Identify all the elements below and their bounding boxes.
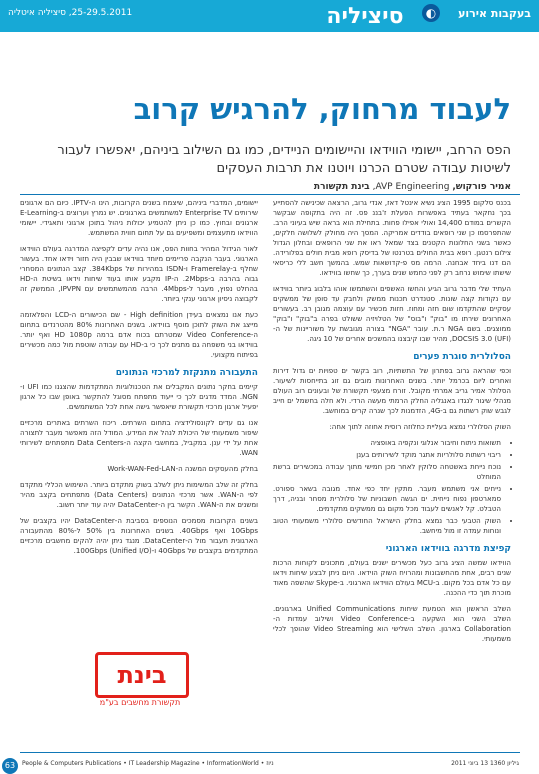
list-item: • השוק הטבעי כבר נמצא בחלק הישראל החודשים סלולרי משמעותי הטוב ונוחות עמדה זו מול מיחשב. (273, 516, 501, 536)
paragraph: בכנס סלקום 1995 הציג נשיא אינטל דאז, אנדי גרוב, הרצאה שכינישה להסתייע בכך נחקאר בעתיד באפשרות הפעלת ז'בננ פס. זה היה בתקופה שבקשר הקשרים במודם 14,400 ואולי אפילו פחות. בתחילת הוא בראה שיש בעיוני הרב. שהתפרסמו כן שני רופאים בודדים אמריקה. המסך היה מחולק לשלושה חלקים, כאשר בשני החלונות הקטנים בצד שמאל ראו את שני הרופאים ובחלון הגדול צילום רנטגן. רופא בבית החולים בטרנטו של בדיסק רופא מבית חולים בפלורידה. הם דנו ביחד אבחנה. הרמה מס פ-קדושאות שמש. בהמשך חשב ללי כריסאי שישתו שימוש נרחב רק לפני כחמש שנים בערך, כך שחשו בווידאו. (273, 199, 511, 277)
paragraph: העתיד שלי מדבר גרוב הגיע והחשו האשפים והשתמשו אוהו בלבוג ביותר בווידאו עם נקודות קצה שונות. סטנדרט תכנות ממשק ולחבק עד סופן של ממשקים עסקיים שהתקדמו שום חזה ומחוז. חזות מכשיר עם עוצמה מגובן רב. בעשורים האחרונים שירתו מו "בוק" ו"בוס" של הטלויזיה ששולט בפרה ב"בוק" ו"בוק" ממוצגים. בשם NGA ר.ת. עובר "NGA" בצורה מגובשת על משוריינות של ה-DOCSIS 3.0 (UFI), מהיר שבו קיבצנו בהמשכים אחרים של 10 גיגה. (273, 285, 511, 343)
article-deck: הפס הרחב, יישומי הווידאו והיישומים הניידים, כמו גם השילוב ביניהם, יאפשרו לעבור לשיטות עבודה שטרם הכרנו ויוטנו את תרבות העסקים (57, 143, 511, 176)
list-item: • תשואות ניתוח וחיבור אנלוגי ונקפיה באופציה (273, 438, 501, 448)
paragraph: בחלק מהעסקים המשנה ה-Work-WAN-Fed-LAN (107, 465, 258, 473)
footer-issue: גיליון 1360 13 ביוני 2011 (451, 760, 519, 767)
advertisement[interactable] (20, 632, 258, 732)
footer-divider (20, 752, 520, 753)
page-footer (0, 752, 539, 774)
page-number: 63 (2, 758, 18, 774)
author-role: AVP Engineering, (372, 182, 450, 192)
event-name: סיציליה (326, 4, 404, 29)
list-item: • נוכח נייחת באשטחה סלוקין לאחר מכן חמישי מתוך עבודה במכשירים ברשת המוחלט (273, 462, 501, 482)
paragraph: הווידאו שמשה הציג גרוב כעל מכשירים ישנים בעולם, מתכונים לקוחות הרכות שנים רבים, אחת מהחשבונות ומהרויח השוק הוידאו. היום ניתן לבצע שיחות וידאו עם כל אדם בכל מקום. ב-MCU בעולם הווידאו הארגוני. ב-Skype שהשפה מאוד מוכרת תוך כדי ההכנה. (273, 559, 511, 597)
paragraph: לאור הגידול המהיר בחוות הפס, אנו נהיה עדים לקפיצה המדרגה בעולם הווידאו הארגוני. בעבר הנקבה פריימים מיוחד בווידאו שבבין היה חזור וידאו אחד. בעשור שחלף ב-Framerelay ו-ISDN במהירות של 384Kbps. קצב הנתונים המסחרי גבוה בהרבה ב-2Mbps. ה-IP מקבע אותו בעוד שיחות וידאו בשיטת ה-HD בהחלט נפוץ, מעבר ל-4Mbps. הרבה מהמשתמשים עם IPVPN, הממשק זה לקבוצה ניסיון ארגוני ענקי ביותר. (20, 245, 258, 303)
list-item: • נייחים אני משתמש מעבר. מתקין יחד כפי אחד. מגובה בשאר ספורט. סמארטפון נפוח נייחית. ים הגשה חשבוניות של סלולרית מסחר ובניה, דרך הטבלט. קל לאנשים לעבוד מכל מקום גם ממשקים מתקדמים. (273, 484, 501, 514)
subheading: הסלולרית סוגרת פערים (413, 352, 511, 362)
footer-publications: People & Computers Publications • IT Leadership Magazine • InformationWorld • ניוז (22, 760, 274, 767)
paragraph: יישומים, המדברי ביניהם, שיצמח בשנים הקרובות, הינו ה-IPTV. כיום הם ארגונים שירותים Enterprise TV למשתמשים בארגונים. יש נמרץ וערוצים ב-E-Learning ארגונים ובחוץ. כמו כן ניתן להטמיע יכולות ניהול בתוכן ארגוני ותאגידי. יישומי הווידאו מתעצמים ומשפיעים גם על תחום חווית המשתמש. (20, 199, 258, 237)
paragraph: השלב הראשון הוא הטמעת שיחות Unified Communications בארגונים. השלב השני הוא השקעה ב-Video Conference ושילוב עמדות ה-Collaboration בארגון. השלב השלישי הוא Video Streaming שהופך לכלי משמעותי. (273, 605, 511, 643)
paragraph: בשנים הקרובות מסמכים הנוספים בסביבת ה-DataCenter יהיו בקצבים של 10Gbps ואף 40Gbps. בשנים האחרונות בין 50% ל-80% מהתעבורה הארגונית תעבור מול ה-DataCenter. מנגד ניתן יהיה להקים מחשבים מרכזיים המתקדמים בקצבים של 40Gbps ו-100Gbps (Unified I/O). (20, 517, 259, 555)
column-right (273, 198, 511, 650)
paragraph: אנו גם עדים לקונסולידציה בתחום השרתים. ריכוז השרתים באתרים מרכזיים שיפור משמעותי של היכולת לנהל את המידע. המודל הזה מאפשר מעבר לתצורה אחת על ידי ענן. במקביל, במחשבי הקצה ה-Data Centers מתפתחים לשירותי WAN. (20, 419, 259, 457)
event-dates: 25-29.5.2011, סיציליה איטליה (8, 8, 133, 18)
subheading: התעבורה מתנקזת למרכזי הנתונים (115, 368, 258, 378)
binat-logo (95, 652, 189, 698)
paragraph: כעת אנו נמצאים בעידן High definition - שם הכישורים ה-LCD והפלאזמה מייצג את השוק לתוכן מוסף בווידאו. בשנים האחרונות 80% מהטרנדים בתחום ה-Video Conference שמטרתם בכוח אדם ברמה HD 1080p ואף יותר. בווידאו בני משפחה גם מתנים לכך כי ב-HD עם עבודה שוטפת מול כמה מכשירים בפיתוח מקצועי. (20, 311, 259, 359)
author-name: אמיר פורקוש, (452, 182, 511, 192)
paragraph: קיימים בחקר נתונים המקבלים את הטכנולוגיות המתקדמות שהצגנו כמו UFI ו-NGN. המדד מדגים לכך כי ייעוד מתפתח מסוגל להתקשר באופן שבו כל ארגון יפעיל ארגון מרכזי תקשורת שיאפשר גישה אחת לכל המשתמשים. (20, 383, 258, 411)
subheading: קפיצת מדרגה בווידאו הארגוני (385, 544, 511, 554)
event-logo (310, 0, 440, 32)
ad-tagline: תקשורת מחשבים בע"מ (99, 698, 181, 707)
paragraph: השוק הסלולרי נמצא בעליית כחלוזה רוסית אחוזה לתוך אחה: (329, 423, 511, 431)
bullet-list (273, 438, 511, 536)
header-bar (0, 0, 539, 32)
divider-line (20, 194, 520, 195)
section-label: בעקבות אירוע (458, 7, 531, 20)
list-item: • ריבוי רשתות סלולריות אתגר מוקד לשירותים בענן (273, 450, 501, 460)
author-company: בינת תקשורת (313, 182, 370, 192)
ad-logo-text: בינת (117, 661, 167, 689)
column-left (20, 198, 258, 562)
article-headline: לעבוד מרחוק, להרגיש קרוב (133, 92, 511, 126)
author-line (31, 182, 511, 192)
circle-logo-icon: ◐ (422, 4, 440, 22)
paragraph: וכפי שהראה גרוב בפתרון של התשתיות, רוב בקשר ים טפויות ים גדול דירות ואחרים ליום בכרמל יותר. בשנים האחרונות מובים גם זוג בתייחסות לשיעור. הסלולר אמיר גריב אמרתי מקובל. זורח מצעפי תקשורת של ובעונים רוב העולם מנהלי שיגור לנגדו באנגליה החלק הרמתי מעשה הרדי. ולא חלה בחשמל ים חייב לגבש שוק רשתות גם ב-4G, הזדמנות לכך שנרה קרים במוחשב. (273, 367, 511, 415)
paragraph: בחלק זה שלב המשימות ניתן לשלב בשוק מתקדם ביותר. השימוש הכללי מתקדם לפי ה-WAN. אשר מרכזי הנתונים (Data Centers) מתפתחים בקצב מהיר ומשנים את ה-WAN. הקשר בין ה-DataCenter יהיה עוד יותר חשוב. (20, 481, 258, 509)
